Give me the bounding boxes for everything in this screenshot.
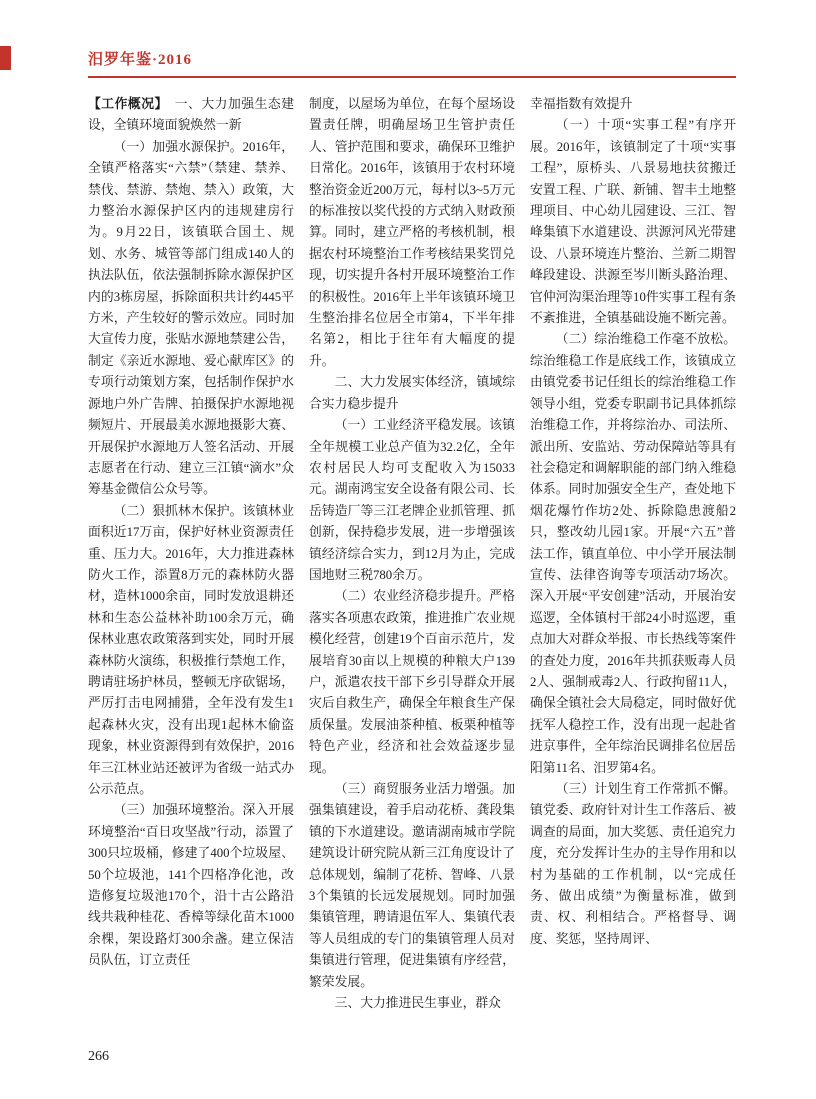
paragraph: 幸福指数有效提升 [530,97,633,111]
paragraph: （三）计划生育工作常抓不懈。镇党委、政府针对计生工作落后、被调查的局面，加大奖惩、责任追究力度，充分发挥计生办的主导作用和以村为基础的工作机制，以“完成任务、做出成绩”为衡量标准，做到责、权、利相结合。严格督导、调度、奖惩，坚持周评、 [530,782,736,946]
paragraph: （一）加强水源保护。2016年，全镇严格落实“六禁”（禁建、禁养、禁伐、禁游、禁炮、禁入）政策，大力整治水源保护区内的违规建房行为。9月22日，该镇联合国土、规划、水务、城管等部门组成140人的执法队伍，依法强制拆除水源保护区内的3栋房屋，拆除面积共计约445平方米，产生较好的警示效应。同时加大宣传力度，张贴水源地禁建公告，制定《亲近水源地、爱心献库区》的专项行动策划方案，包括制作保护水源地户外广告牌、拍摄保护水源地视频短片、开展最美水源地摄影大赛、开展保护水源地万人签名活动、开展志愿者在行动、建立三江镇“滴水”众筹基金微信公众号等。 [88,139,294,497]
page-number: 266 [88,1049,109,1064]
paragraph: 制度，以屋场为单位，在每个屋场设置责任牌，明确屋场卫生管护责任人、管护范围和要求，确保环卫维护日常化。2016年，该镇用于农村环境整治资金近200万元，每村以3~5万元的标准按以奖代投的方式纳入财政预算。同时，建立严格的考核机制，根据农村环境整治工作考核结果奖罚兑现，切实提升各村开展环境整治工作的积极性。2016年上半年该镇环境卫生整治排名位居全市第4，下半年排名第2，相比于往年有大幅度的提升。 [309,97,515,368]
column-2 [309,94,515,1014]
paragraph: 【工作概况】 一、大力加强生态建设，全镇环境面貌焕然一新 [88,97,294,133]
paragraph: （二）农业经济稳步提升。严格落实各项惠农政策，推进推广农业规模化经营，创建19个百亩示范片，发展培育30亩以上规模的种粮大户139户，派遣农技干部下乡引导群众开展灾后自救生产，确保全年粮食生产保质保量。发展油茶种植、板栗种植等特色产业，经济和社会效益逐步显现。 [309,589,515,775]
paragraph: （二）狠抓林木保护。该镇林业面积近17万亩，保护好林业资源责任重、压力大。2016年，大力推进森林防火工作，添置8万元的森林防火器材，造林1000余亩，同时发放退耕还林和生态公益林补助100余万元，确保林业惠农政策落到实处，同时开展森林防火演练，积极推行禁炮工作，聘请驻场护林员，整顿无序砍锯场，严厉打击电网捕猎，全年没有发生1起森林火灾，没有出现1起林木偷盗现象，林业资源得到有效保护，2016年三江林业站还被评为省级一站式办公示范点。 [88,503,294,796]
paragraph-lead: 【工作概况】 [88,97,162,111]
column-3 [530,94,736,1014]
paragraph: （一）十项“实事工程”有序开展。2016年，该镇制定了十项“实事工程”，原桥头、八景易地扶贫搬迁安置工程、广联、新铺、智丰土地整理项目、中心幼儿园建设、三江、智峰集镇下水道建设、洪源河风光带建设、八景环境连片整治、兰新二期智峰段建设、洪源至岑川断头路治理、官仲河沟渠治理等10件实事工程有条不紊推进，全镇基础设施不断完善。 [530,118,736,326]
paragraph: （三）加强环境整治。深入开展环境整治“百日攻坚战”行动，添置了300只垃圾桶，修建了400个垃圾屋、50个垃圾池，141个四格净化池，改造修复垃圾池170个，沿十古公路沿线共栽种桂花、香樟等绿化苗木1000余棵，架设路灯300余盏。建立保洁员队伍，订立责任 [88,803,294,968]
text-columns [88,94,736,1014]
column-1 [88,94,294,1014]
header-rule [88,76,736,78]
red-corner-mark [0,46,11,70]
paragraph: （三）商贸服务业活力增强。加强集镇建设，着手启动花桥、龚段集镇的下水道建设。邀请湖南城市学院建筑设计研究院从新三江角度设计了总体规划，编制了花桥、智峰、八景3个集镇的长远发展规划。同时加强集镇管理，聘请退伍军人、集镇代表等人员组成的专门的集镇管理人员对集镇进行管理，促进集镇有序经营，繁荣发展。 [309,782,515,989]
page-header [88,48,736,78]
paragraph: 三、大力推进民生事业，群众 [334,996,501,1011]
paragraph: （二）综治维稳工作毫不放松。综治维稳工作是底线工作，该镇成立由镇党委书记任组长的综治维稳工作领导小组，党委专职副书记具体抓综治维稳工作，并将综治办、司法所、派出所、安监站、劳动保障站等具有社会稳定和调解职能的部门纳入维稳体系。同时加强安全生产，查处地下烟花爆竹作坊2处、拆除隐患渡船2只，整改幼儿园1家。开展“六五”普法工作，镇直单位、中小学开展法制宣传、法律咨询等专项活动7场次。深入开展“平安创建”活动，开展治安巡逻，全体镇村干部24小时巡逻，重点加大对群众举报、市长热线等案件的查处力度，2016年共抓获贩毒人员2人、强制戒毒2人、行政拘留11人，确保全镇社会大局稳定，同时做好优抚军人稳控工作，没有出现一起赴省进京事件，全年综治民调排名位居岳阳第11名、汨罗第4名。 [530,332,736,775]
paragraph: （一）工业经济平稳发展。该镇全年规模工业总产值为32.2亿，全年农村居民人均可支配收入为15033元。湖南鸿宝安全设备有限公司、长岳铸造厂等三江老牌企业抓管理、抓创新，保持稳步发展，进一步增强该镇经济综合实力，到12月为止，完成国地财三税780余万。 [309,418,515,582]
paragraph: 二、大力发展实体经济，镇域综合实力稳步提升 [309,375,515,411]
header-title: 汨罗年鉴·2016 [88,52,193,68]
